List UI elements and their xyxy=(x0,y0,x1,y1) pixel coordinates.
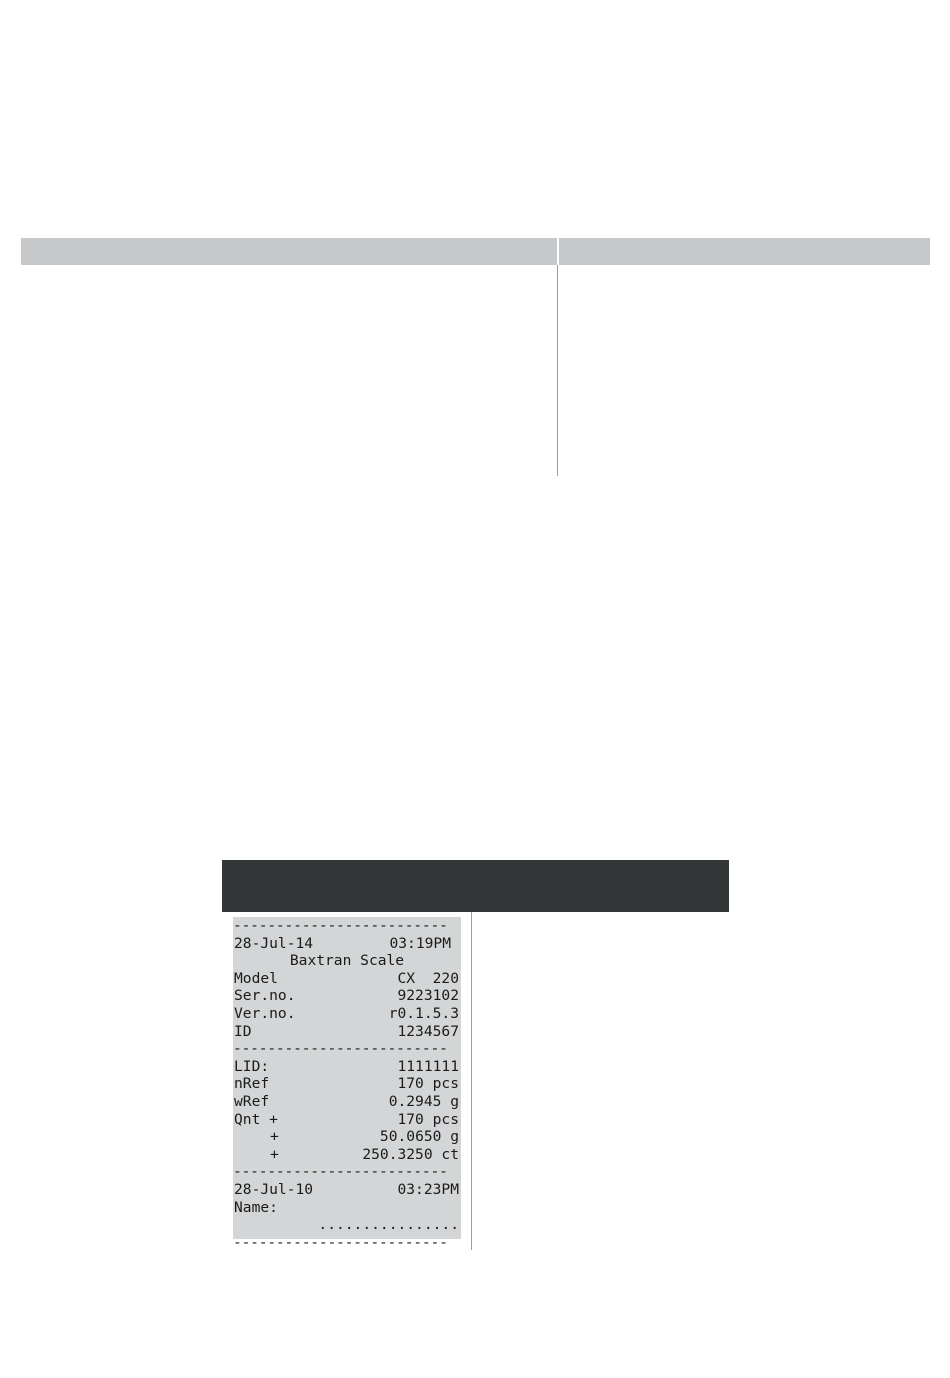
receipt-signature-dots: ................ xyxy=(318,1216,459,1234)
receipt-datetime-row xyxy=(233,1181,461,1199)
receipt-date: 28-Jul-14 xyxy=(234,934,314,952)
top-table xyxy=(21,238,930,476)
receipt-row-label: ID xyxy=(234,1022,252,1040)
receipt-row-value: 170 pcs xyxy=(397,1075,459,1093)
receipt-row-wref xyxy=(233,1093,461,1111)
receipt-separator: ------------------------- xyxy=(233,1163,448,1181)
receipt-row-serial xyxy=(233,987,461,1005)
receipt-time: 03:23PM xyxy=(397,1180,459,1198)
receipt-separator: ------------------------- xyxy=(233,917,448,934)
receipt-row-qnt-carats xyxy=(233,1146,461,1164)
receipt-row-label: wRef xyxy=(234,1092,270,1110)
receipt-title: Baxtran Scale xyxy=(289,952,405,970)
receipt-time: 03:19PM xyxy=(389,934,451,952)
receipt-row-lid xyxy=(233,1058,461,1076)
top-table-column-divider xyxy=(557,265,558,476)
receipt-row-value: 0.2945 g xyxy=(388,1092,459,1110)
receipt-row-label: Ver.no. xyxy=(234,1004,296,1022)
receipt-row-label: Model xyxy=(234,969,278,987)
printout-table xyxy=(222,860,729,1250)
receipt-row-label: nRef xyxy=(234,1075,270,1093)
receipt-row-label: Qnt + xyxy=(234,1110,278,1128)
receipt-row-value: r0.1.5.3 xyxy=(388,1004,459,1022)
receipt-signature-row xyxy=(233,1216,461,1234)
top-table-header xyxy=(21,238,930,265)
receipt-row-label: Ser.no. xyxy=(234,987,296,1005)
receipt-title-row xyxy=(233,952,461,970)
printout-table-header xyxy=(222,860,729,912)
receipt-row-id xyxy=(233,1023,461,1041)
receipt-row-value: 1234567 xyxy=(397,1022,459,1040)
receipt-row-value: 250.3250 ct xyxy=(362,1145,459,1163)
receipt-row-qnt-grams xyxy=(233,1128,461,1146)
receipt-row-value: CX 220 xyxy=(397,969,459,987)
receipt-row-model xyxy=(233,970,461,988)
receipt-row-qnt xyxy=(233,1111,461,1129)
receipt-separator: ------------------------- xyxy=(233,1233,448,1251)
receipt-row-label: + xyxy=(270,1145,279,1163)
receipt-row-label: + xyxy=(270,1128,279,1146)
receipt-datetime-row xyxy=(233,935,461,953)
top-table-header-left xyxy=(21,238,557,265)
receipt-row-value: 50.0650 g xyxy=(379,1128,459,1146)
receipt-name-row xyxy=(233,1199,461,1217)
receipt-row-value: 1111111 xyxy=(397,1057,459,1075)
receipt-separator: ------------------------- xyxy=(233,1040,448,1058)
receipt-row-version xyxy=(233,1005,461,1023)
receipt-row-label: LID: xyxy=(234,1057,270,1075)
receipt-name-label: Name: xyxy=(234,1198,278,1216)
receipt-row-nref xyxy=(233,1075,461,1093)
receipt-row-value: 9223102 xyxy=(397,987,459,1005)
receipt-date: 28-Jul-10 xyxy=(234,1180,314,1198)
printout-receipt xyxy=(233,917,461,1251)
printout-column-divider xyxy=(471,912,472,1250)
receipt-row-value: 170 pcs xyxy=(397,1110,459,1128)
top-table-header-right xyxy=(559,238,930,265)
